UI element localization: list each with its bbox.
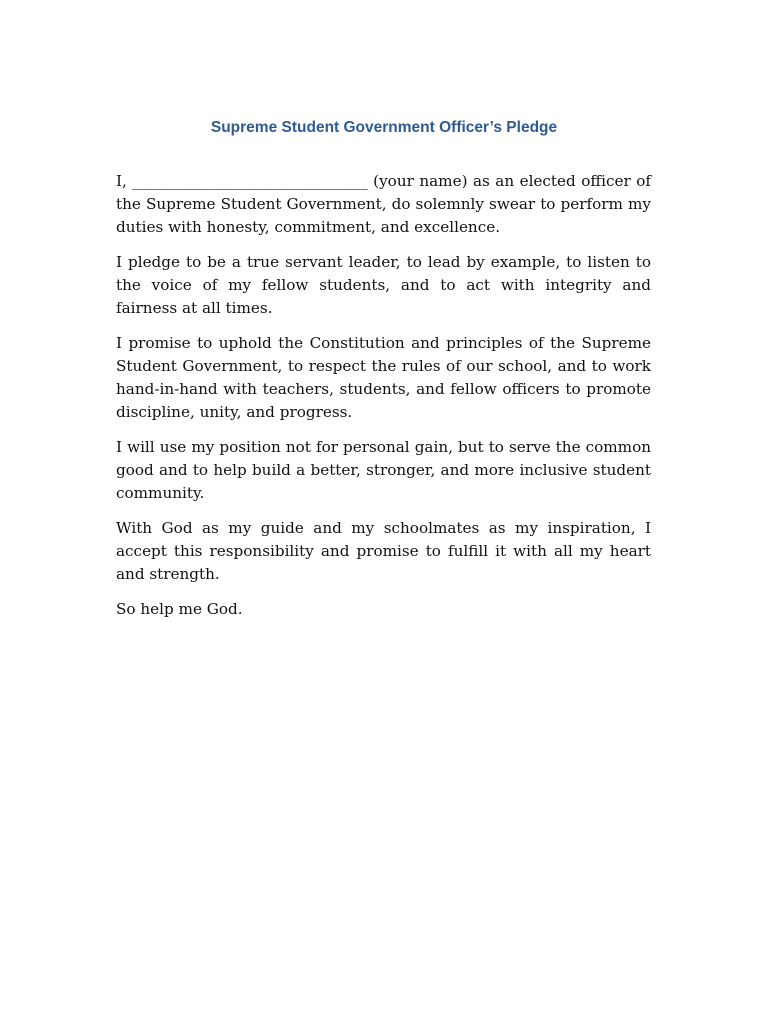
pledge-paragraph-oath: I, _______________________________ (your name) as an elected officer of the Supreme Student Government, do solemnly swear to perform my duties with honesty, commitment, and excellence.	[116, 172, 651, 236]
pledge-paragraph-common-good: I will use my position not for personal gain, but to serve the common good and to help build a better, stronger, and more inclusive student community.	[116, 438, 651, 502]
pledge-closing: So help me God.	[116, 600, 243, 618]
pledge-paragraph-servant-leader: I pledge to be a true servant leader, to lead by example, to listen to the voice of my fellow students, and to act with integrity and fairness at all times.	[116, 253, 651, 317]
pledge-body	[116, 170, 651, 633]
document-title: Supreme Student Government Officer’s Pledge	[210, 119, 558, 136]
pledge-paragraph-constitution: I promise to uphold the Constitution and principles of the Supreme Student Government, to respect the rules of our school, and to work hand-in-hand with teachers, students, and fellow officers to promote discipline, unity, and progress.	[116, 334, 651, 421]
pledge-paragraph-responsibility: With God as my guide and my schoolmates as my inspiration, I accept this responsibility and promise to fulfill it with all my heart and strength.	[116, 519, 651, 583]
